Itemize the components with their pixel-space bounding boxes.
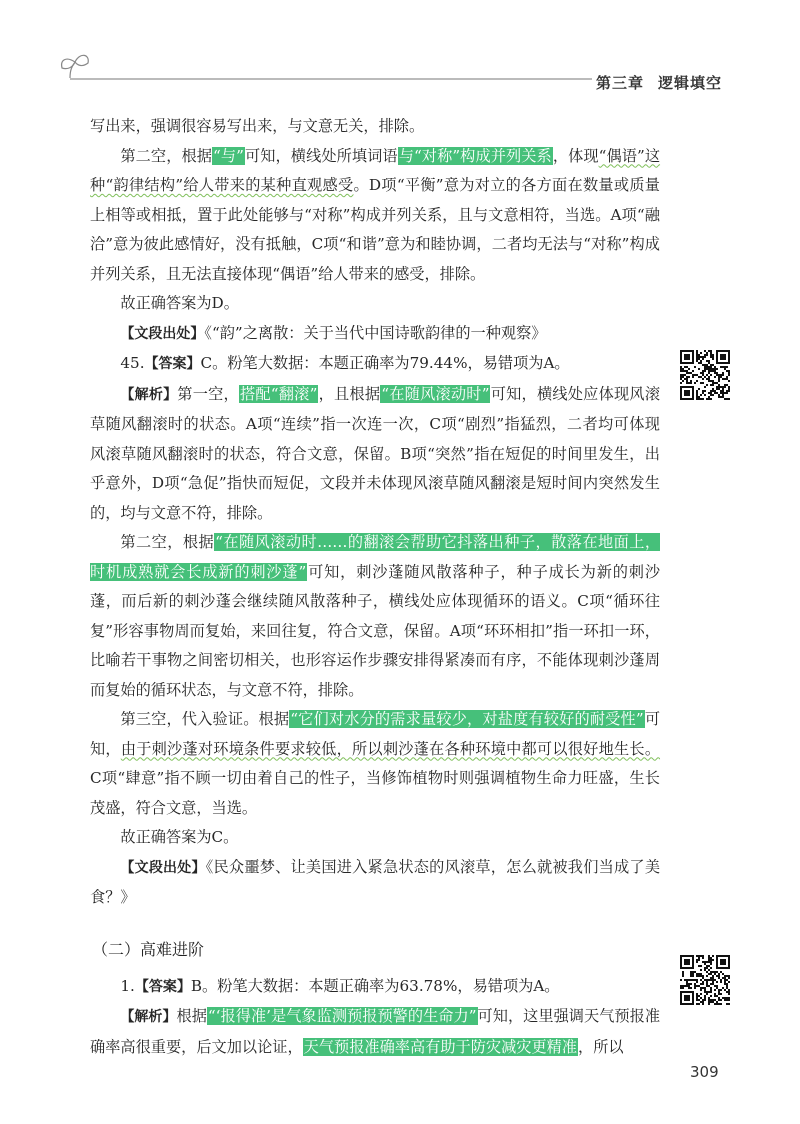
answer-tag: 【答案】 [134, 978, 191, 995]
highlight: 与“对称”构成并列关系 [398, 146, 552, 165]
qr-code-icon[interactable] [680, 955, 730, 1005]
paragraph [90, 380, 660, 529]
highlight: 天气预报准确率高有助于防灾减灾更精准 [303, 1037, 577, 1056]
text-run: 可知，这里强调天气预报准确率高很重要，后文加以论证， [90, 1007, 661, 1056]
answer-tag: 【答案】 [144, 356, 201, 372]
highlight: “‘报得准’是气象监测预报预警的生命力” [207, 1007, 477, 1025]
answer-line: 故正确答案为D。 [120, 294, 239, 312]
chapter-label: 第三章 [596, 74, 645, 92]
analysis-tag: 【解析】 [120, 386, 178, 403]
source-line [90, 853, 660, 913]
page-body [90, 112, 660, 1062]
paragraph [90, 289, 660, 319]
source-line [90, 319, 660, 350]
source-text: 《“韵”之离散：关于当代中国诗歌韵律的一种观察》 [204, 323, 547, 342]
paragraph [90, 142, 660, 290]
section-label: 逻辑填空 [658, 74, 723, 92]
source-tag: 【文段出处】 [120, 859, 206, 876]
text-run: 可知， [90, 710, 661, 758]
answer-line [90, 972, 660, 1003]
paragraph [90, 823, 660, 853]
answer-line [90, 349, 660, 380]
qr-code-icon[interactable] [680, 350, 730, 400]
answer-line: 故正确答案为C。 [120, 828, 239, 846]
highlight: 搭配“翻滚” [239, 384, 318, 403]
wavy-underline: 由于刺沙蓬对环境条件要求较低，所以刺沙蓬在各种环境中都可以很好地生长。 [120, 739, 661, 758]
text-run: 第三空，代入验证。根据 [120, 710, 290, 728]
page-header [0, 0, 800, 110]
question-number: 1. [120, 976, 135, 995]
source-tag: 【文段出处】 [120, 325, 205, 342]
answer-text: B。粉笔大数据：本题正确率为63.78%，易错项为A。 [190, 976, 560, 995]
answer-text: C。粉笔大数据：本题正确率为79.44%，易错项为A。 [200, 354, 570, 372]
text-run: 第一空， [177, 384, 239, 403]
text-run: 。D项“平衡”意为对立的各方面在数量或质量上相等或相抵，置于此处能够与“对称”构成并列关系，且与文意相符，当选。A项“融洽”意为彼此感情好，没有抵触，C项“和谐”意为和睦协调，二者均无法与“对称”构成并列关系，且无法直接体现“偶语”给人带来的感受，排除。 [90, 176, 660, 283]
header-decoration [0, 0, 800, 110]
page-number: 309 [690, 1063, 719, 1081]
highlight: “与” [213, 146, 244, 165]
paragraph [90, 1002, 660, 1062]
chapter-title [596, 72, 722, 93]
source-text: 《民众噩梦、让美国进入紧急状态的风滚草，怎么就被我们当成了美食？》 [90, 857, 661, 906]
highlight: “它们对水分的需求量较少，对盐度有较好的耐受性” [290, 710, 644, 728]
text-run: 第二空，根据 [120, 533, 215, 551]
text-run: 写出来，强调很容易写出来，与文意无关，排除。 [90, 117, 425, 135]
text-run: ，所以 [578, 1037, 624, 1056]
text-run: ，且根据 [318, 384, 381, 403]
text-run: 根据 [176, 1007, 207, 1025]
wavy-underline: “偶语”这种“韵律结构”给人带来的某种直观感受 [90, 146, 661, 194]
highlight: “在随风滚动时……的翻滚会帮助它抖落出种子，散落在地面上，时机成熟就会长成新的刺沙蓬” [90, 533, 661, 581]
paragraph [90, 112, 660, 142]
paragraph [90, 528, 660, 705]
text-run: C项“肆意”指不顾一切由着自己的性子，当修饰植物时则强调植物生命力旺盛，生长茂盛，符合文意，当选。 [90, 769, 660, 817]
section-heading: （二）高难进阶 [92, 939, 205, 959]
sprout-icon [62, 55, 89, 78]
text-run: 可知，横线处应体现风滚草随风翻滚时的状态。A项“连续”指一次连一次，C项“剧烈”指猛烈，二者均可体现风滚草随风翻滚时的状态，符合文意，保留。B项“突然”指在短促的时间里发生，出乎意外，D项“急促”指快而短促，文段并未体现风滚草随风翻滚是短时间内突然发生的，均与文意不符，排除。 [90, 384, 661, 522]
text-run: 可知，横线处所填词语 [244, 146, 398, 165]
highlight: “在随风滚动时” [381, 384, 490, 403]
text-run: ，体现 [552, 146, 599, 165]
text-run: 可知，刺沙蓬随风散落种子，种子成长为新的刺沙蓬，而后新的刺沙蓬会继续随风散落种子，横线处应体现循环的语义。C项“循环往复”形容事物周而复始，来回往复，符合文意，保留。A项“环环相扣”指一环扣一环，比喻若干事物之间密切相关，也形容运作步骤安排得紧凑而有序，不能体现刺沙蓬周而复始的循环状态，与文意不符，排除。 [90, 562, 661, 699]
analysis-tag: 【解析】 [120, 1009, 177, 1025]
question-number: 45. [120, 354, 145, 372]
paragraph [90, 705, 660, 823]
text-run: 第二空，根据 [120, 146, 213, 165]
